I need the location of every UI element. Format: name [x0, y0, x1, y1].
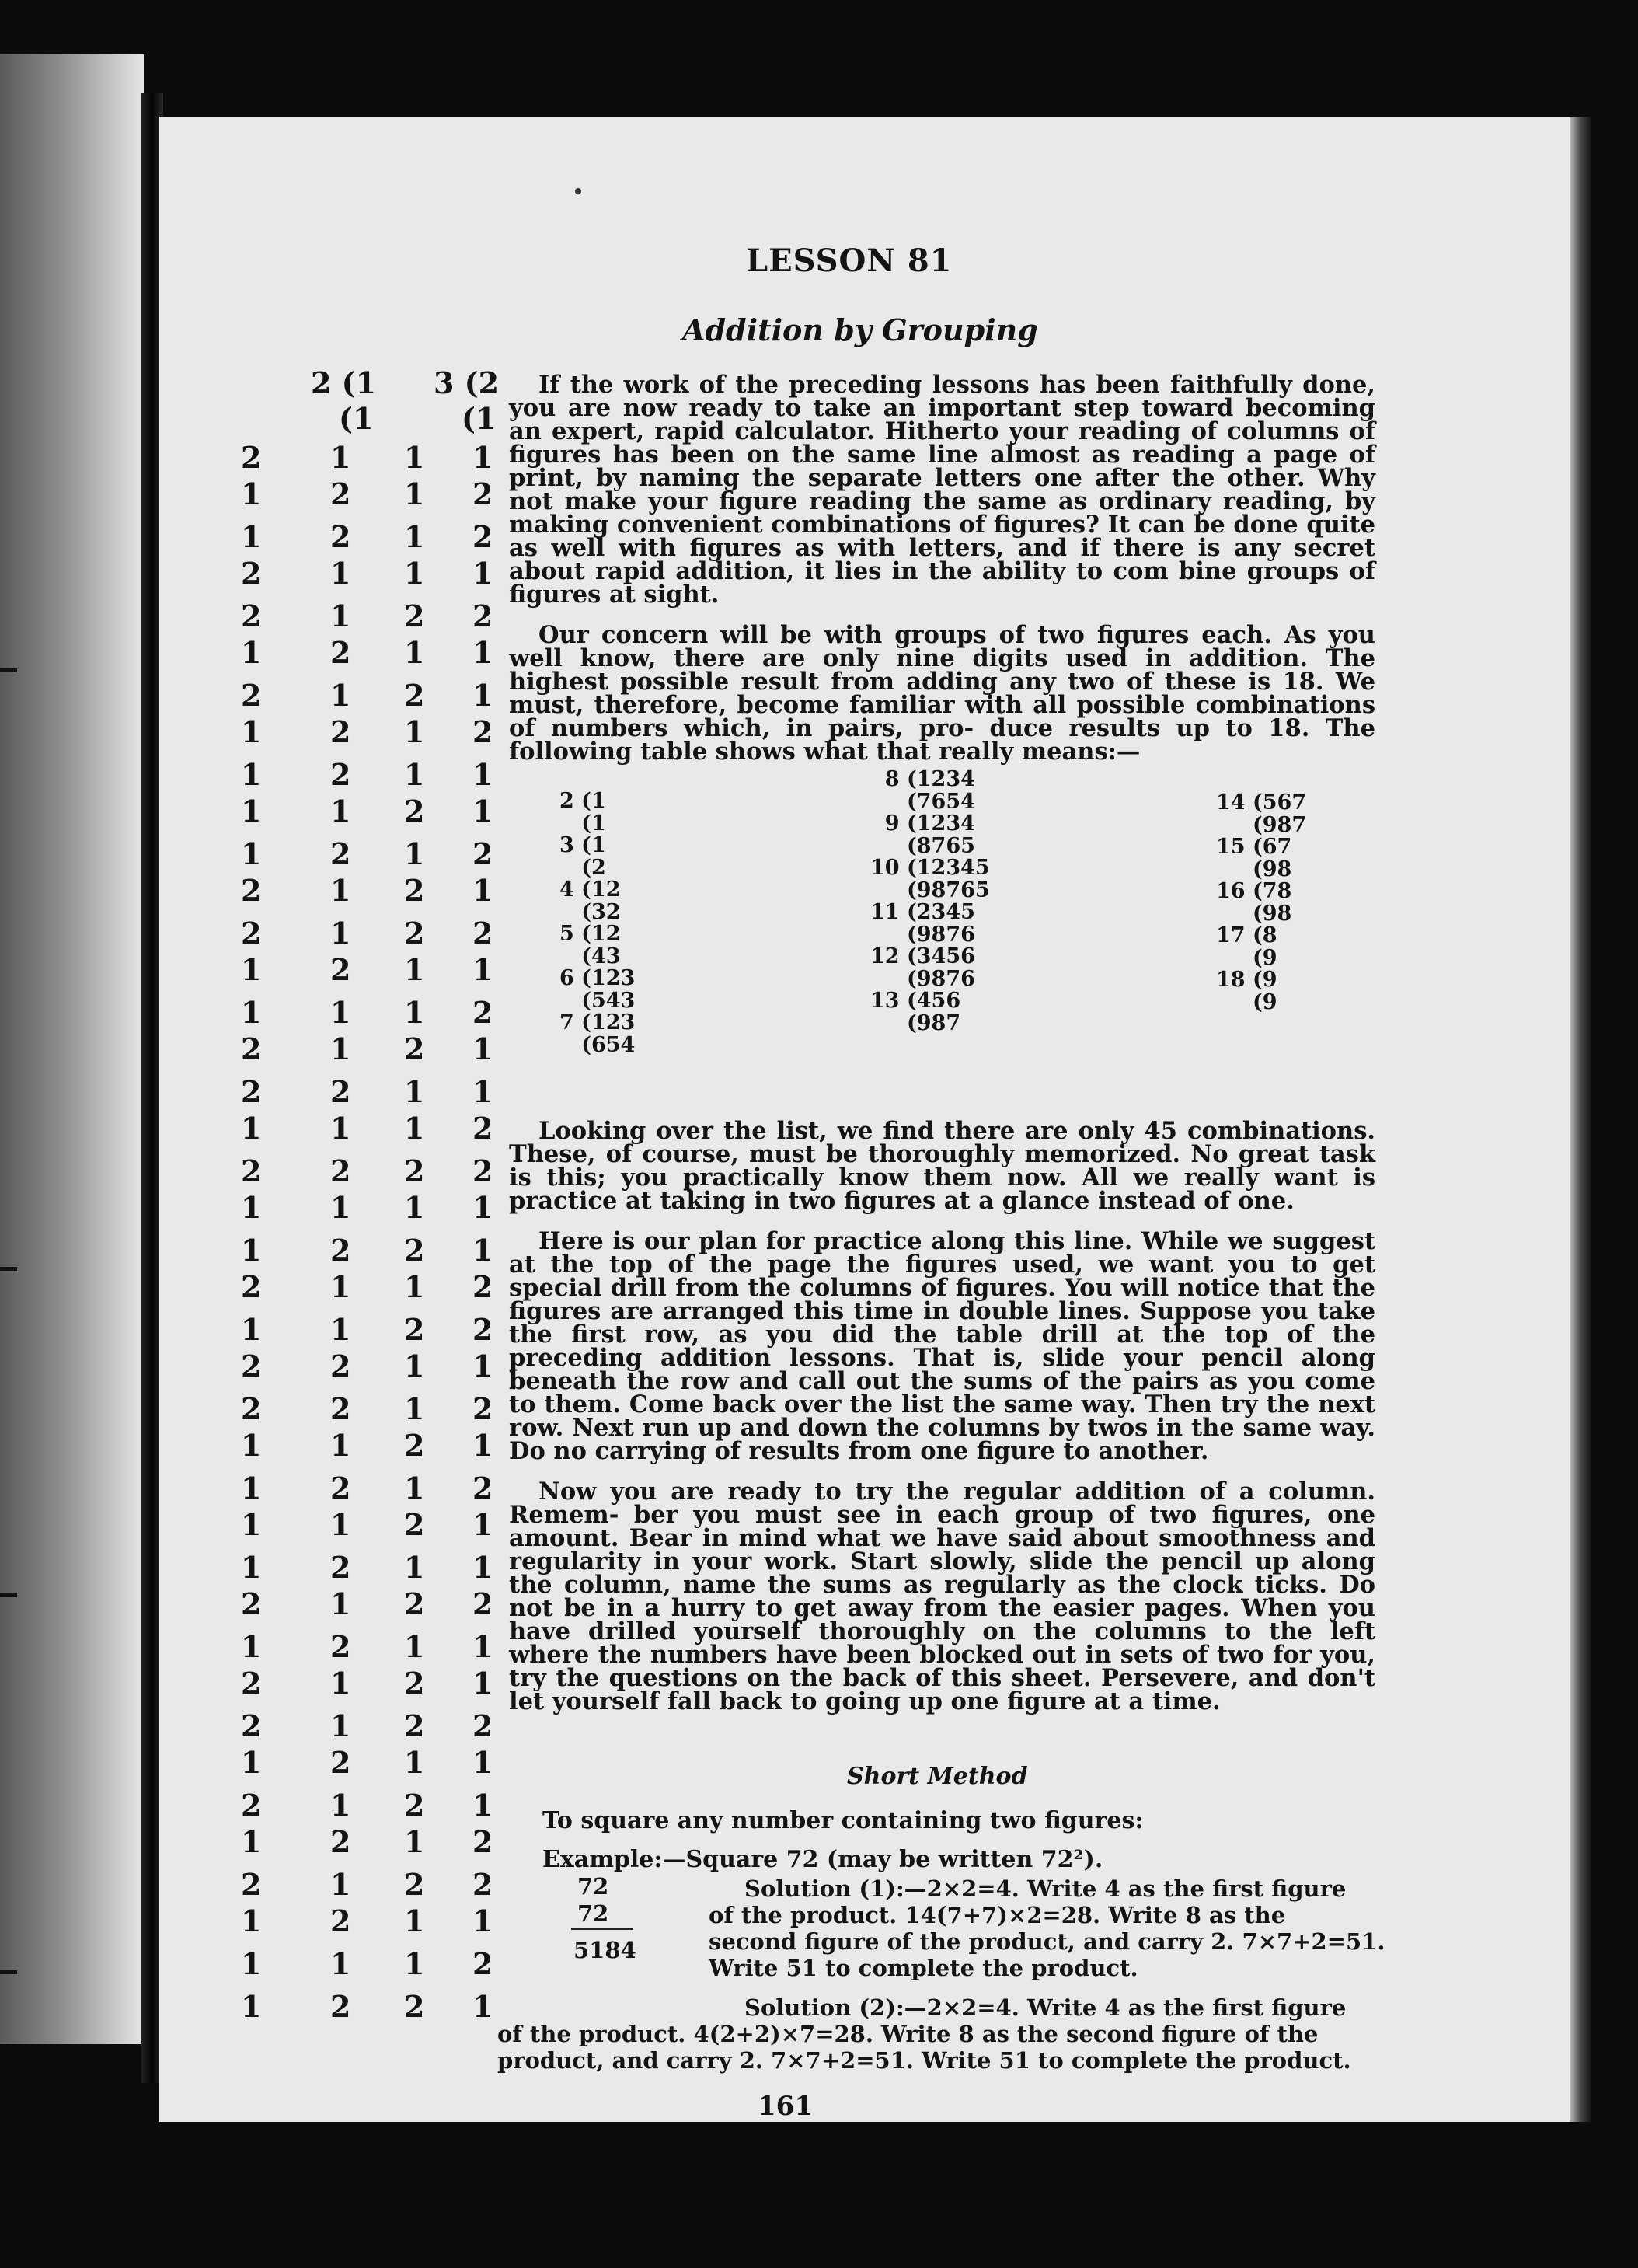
drill-digit: 1	[404, 1190, 425, 1225]
table-entry: 15 (67	[1216, 835, 1292, 859]
drill-digit: 1	[330, 1867, 351, 1902]
drill-digit: 2	[472, 1824, 493, 1859]
table-entry: (987	[1216, 812, 1307, 837]
drill-digit: 1	[330, 1190, 351, 1225]
drill-digit: 2	[472, 1708, 493, 1743]
drill-digit: 1	[241, 995, 262, 1030]
drill-digit: 1	[241, 794, 262, 829]
margin-mark	[0, 1267, 17, 1271]
drill-digit: 1	[241, 836, 262, 871]
drill-digit: 2	[241, 916, 262, 951]
drill-digit: 2	[241, 1867, 262, 1902]
drill-digit: 1	[241, 1946, 262, 1981]
drill-columns	[225, 365, 521, 2075]
margin-mark	[0, 1970, 17, 1974]
short-method-intro: To square any number containing two figures:	[542, 1807, 1144, 1834]
drill-digit: 1	[241, 1233, 262, 1268]
drill-digit: 1	[404, 1946, 425, 1981]
drill-digit: 2	[330, 1989, 351, 2024]
drill-digit: 2	[241, 678, 262, 713]
lesson-title: LESSON 81	[746, 243, 953, 279]
table-entry: 3 (1	[559, 833, 606, 857]
drill-digit: 2	[330, 1824, 351, 1859]
drill-digit: 1	[241, 1745, 262, 1780]
paragraph-1	[509, 371, 1375, 609]
table-entry: (43	[559, 944, 621, 968]
drill-digit: 1	[472, 678, 493, 713]
solution-1-line-2: of the product. 14(7+7)×2=28. Write 8 as the	[709, 1902, 1286, 1928]
drill-digit: 1	[472, 1349, 493, 1383]
paragraph-text: Now you are ready to try the regular addition of a column. Remem- ber you must see in each group of two figures, one amount. Bear in mind what we have said about smoothness and regularity in your work. Start slowly, slide the pencil up along the column, name the sums as regularly as the clock ticks. Do not be in a hurry to get away from the easier pages. When you have drilled yourself thoroughly on the columns to the left where the numbers have been blocked out in sets of two for you, try the questions on the back of this sheet. Persevere, and don't let yourself fall back to going up one figure at a time.	[509, 1478, 1375, 1715]
drill-digit: 2	[330, 519, 351, 554]
drill-digit: 1	[472, 952, 493, 987]
drill-digit: 2	[330, 952, 351, 987]
drill-digit: 2	[472, 1391, 493, 1426]
table-entry: (543	[559, 988, 636, 1013]
margin-mark	[0, 1593, 17, 1597]
drill-digit: 2	[472, 1153, 493, 1188]
drill-digit: 2	[241, 1153, 262, 1188]
drill-digit: 1	[404, 836, 425, 871]
drill-digit: 2	[472, 916, 493, 951]
drill-digit: 1	[330, 873, 351, 908]
product-result: 5184	[573, 1937, 636, 1963]
drill-digit: 1	[241, 952, 262, 987]
drill-digit: 1	[472, 757, 493, 792]
margin-mark	[0, 668, 17, 672]
drill-digit: 1	[330, 556, 351, 591]
drill-digit: 1	[241, 1550, 262, 1585]
drill-digit: 2	[404, 1788, 425, 1823]
drill-digit: 1	[241, 757, 262, 792]
drill-digit: 1	[241, 1629, 262, 1664]
drill-digit: 1	[241, 1111, 262, 1146]
table-entry: (9	[1216, 989, 1277, 1014]
multiplicand: 72	[577, 1873, 609, 1900]
drill-digit: 2	[241, 1074, 262, 1109]
drill-digit: 1	[241, 1507, 262, 1542]
table-entry: 8 (1234	[870, 767, 975, 791]
table-entry: 10 (12345	[870, 856, 990, 880]
drill-digit: 2	[241, 556, 262, 591]
drill-digit: 1	[404, 1824, 425, 1859]
drill-header: (1	[339, 401, 374, 436]
drill-digit: 1	[404, 952, 425, 987]
drill-digit: 1	[472, 1550, 493, 1585]
drill-digit: 1	[404, 635, 425, 670]
drill-digit: 1	[472, 1507, 493, 1542]
drill-digit: 1	[330, 1507, 351, 1542]
table-entry: 13 (456	[870, 989, 961, 1013]
paragraph-3	[509, 1119, 1375, 1213]
drill-digit: 2	[330, 1745, 351, 1780]
drill-digit: 2	[330, 757, 351, 792]
table-entry: (9876	[870, 922, 975, 947]
drill-digit: 2	[330, 1550, 351, 1585]
drill-digit: 2	[404, 794, 425, 829]
drill-digit: 1	[241, 1824, 262, 1859]
table-entry: (8765	[870, 833, 975, 858]
drill-digit: 2	[404, 1428, 425, 1463]
drill-digit: 2	[241, 873, 262, 908]
drill-digit: 2	[404, 1867, 425, 1902]
drill-digit: 2	[472, 519, 493, 554]
drill-digit: 2	[241, 1349, 262, 1383]
drill-digit: 1	[472, 1745, 493, 1780]
drill-digit: 2	[404, 1666, 425, 1701]
table-entry: (1	[559, 811, 606, 836]
table-entry: (9	[1216, 945, 1277, 970]
drill-digit: 2	[241, 1269, 262, 1304]
solution-2-line-1: Solution (2):—2×2=4. Write 4 as the first figure	[744, 1994, 1347, 2021]
drill-digit: 2	[330, 635, 351, 670]
drill-digit: 1	[330, 1031, 351, 1066]
drill-digit: 1	[330, 1312, 351, 1347]
drill-digit: 2	[330, 714, 351, 749]
paragraph-2	[509, 621, 1375, 766]
drill-header: 3 (2	[434, 365, 500, 400]
drill-digit: 1	[404, 1349, 425, 1383]
drill-digit: 2	[404, 1708, 425, 1743]
drill-digit: 1	[472, 1903, 493, 1938]
drill-digit: 1	[404, 476, 425, 511]
drill-digit: 1	[241, 1428, 262, 1463]
drill-digit: 2	[241, 1391, 262, 1426]
drill-digit: 1	[472, 1629, 493, 1664]
drill-digit: 1	[404, 995, 425, 1030]
solution-2-line-2: of the product. 4(2+2)×7=28. Write 8 as the second figure of the	[497, 2021, 1319, 2047]
drill-digit: 2	[241, 1708, 262, 1743]
table-entry: (32	[559, 899, 621, 924]
drill-digit: 2	[404, 1312, 425, 1347]
drill-header: (1	[462, 401, 497, 436]
drill-digit: 1	[404, 714, 425, 749]
combination-table	[559, 767, 1383, 1115]
table-entry: 4 (12	[559, 878, 621, 902]
drill-digit: 1	[472, 1031, 493, 1066]
drill-digit: 1	[241, 714, 262, 749]
drill-digit: 1	[241, 1903, 262, 1938]
drill-digit: 1	[404, 556, 425, 591]
table-entry: 7 (123	[559, 1010, 636, 1035]
drill-digit: 2	[404, 1153, 425, 1188]
drill-digit: 2	[330, 1903, 351, 1938]
drill-digit: 1	[330, 794, 351, 829]
example-line: Example:—Square 72 (may be written 72²).	[542, 1846, 1103, 1873]
drill-digit: 2	[404, 1031, 425, 1066]
page-number: 161	[758, 2091, 813, 2122]
drill-digit: 1	[330, 1946, 351, 1981]
drill-digit: 1	[472, 1788, 493, 1823]
table-entry: 12 (3456	[870, 944, 975, 968]
solution-1-line-3: second figure of the product, and carry 2. 7×7+2=51.	[709, 1928, 1385, 1955]
solution-1-line-1: Solution (1):—2×2=4. Write 4 as the first figure	[744, 1875, 1347, 1902]
drill-digit: 2	[472, 476, 493, 511]
drill-digit: 2	[472, 995, 493, 1030]
drill-digit: 1	[472, 1074, 493, 1109]
table-entry: 5 (12	[559, 922, 621, 946]
drill-digit: 2	[330, 1233, 351, 1268]
drill-digit: 1	[472, 440, 493, 475]
drill-digit: 1	[330, 1428, 351, 1463]
paragraph-text: Our concern will be with groups of two figures each. As you well know, there are only nine digits used in addition. The highest possible result from adding any two of these is 18. We must, therefore, become familiar with all possible combinations of numbers which, in pairs, pro- duce results up to 18. The following table shows what that really means:—	[509, 621, 1375, 766]
drill-digit: 1	[241, 1471, 262, 1506]
drill-digit: 2	[404, 916, 425, 951]
drill-digit: 2	[330, 1629, 351, 1664]
drill-digit: 2	[241, 1666, 262, 1701]
drill-digit: 1	[404, 1391, 425, 1426]
drill-digit: 1	[404, 1903, 425, 1938]
drill-digit: 1	[404, 519, 425, 554]
drill-digit: 1	[330, 440, 351, 475]
drill-digit: 1	[330, 1708, 351, 1743]
drill-digit: 2	[404, 873, 425, 908]
drill-digit: 2	[404, 1989, 425, 2024]
solution-1-line-4: Write 51 to complete the product.	[709, 1955, 1138, 1981]
drill-digit: 2	[330, 1074, 351, 1109]
drill-digit: 1	[404, 1269, 425, 1304]
drill-digit: 1	[472, 635, 493, 670]
drill-digit: 2	[241, 1031, 262, 1066]
ink-speck	[575, 188, 581, 194]
drill-digit: 2	[330, 1471, 351, 1506]
product-rule	[571, 1928, 633, 1930]
drill-digit: 2	[472, 598, 493, 633]
drill-digit: 1	[472, 873, 493, 908]
paragraph-4	[509, 1227, 1375, 1465]
table-entry: 18 (9	[1216, 968, 1277, 992]
drill-digit: 1	[330, 1666, 351, 1701]
drill-digit: 2	[330, 476, 351, 511]
table-entry: (9876	[870, 966, 975, 991]
drill-digit: 1	[330, 678, 351, 713]
practice-text	[509, 1119, 1375, 1713]
drill-digit: 1	[404, 440, 425, 475]
drill-digit: 2	[472, 714, 493, 749]
paragraph-5	[509, 1480, 1375, 1713]
drill-digit: 1	[404, 1629, 425, 1664]
drill-digit: 2	[241, 1788, 262, 1823]
drill-digit: 1	[330, 995, 351, 1030]
drill-header: 2 (1	[311, 365, 377, 400]
table-entry: 2 (1	[559, 789, 606, 813]
drill-digit: 1	[404, 1745, 425, 1780]
intro-text	[509, 371, 1375, 766]
drill-digit: 2	[472, 1586, 493, 1621]
drill-digit: 1	[241, 519, 262, 554]
table-entry: (98	[1216, 857, 1292, 881]
table-entry: (654	[559, 1032, 636, 1057]
table-entry: 14 (567	[1216, 790, 1307, 815]
drill-digit: 1	[241, 1989, 262, 2024]
drill-digit: 2	[330, 1391, 351, 1426]
drill-digit: 1	[404, 757, 425, 792]
drill-digit: 1	[404, 1471, 425, 1506]
drill-digit: 2	[472, 1269, 493, 1304]
section-title: Addition by Grouping	[682, 312, 1038, 347]
drill-digit: 2	[404, 678, 425, 713]
paragraph-text: Here is our plan for practice along this line. While we suggest at the top of the page the figures used, we want you to get special drill from the columns of figures. You will notice that the figures are arranged this time in double lines. Suppose you take the first row, as you did the table drill at the top of the preceding addition lessons. That is, slide your pencil along beneath the row and call out the sums of the pairs as you come to them. Come back over the list the same way. Then try the next row. Next run up and down the columns by twos in the same way. Do no carrying of results from one figure to another.	[509, 1227, 1375, 1465]
drill-digit: 1	[330, 1788, 351, 1823]
drill-digit: 1	[472, 1666, 493, 1701]
drill-digit: 2	[241, 440, 262, 475]
drill-digit: 1	[330, 1111, 351, 1146]
multiplier: 72	[577, 1900, 609, 1927]
drill-digit: 1	[404, 1074, 425, 1109]
drill-digit: 1	[330, 1269, 351, 1304]
short-method-heading: Short Method	[847, 1763, 1028, 1790]
drill-digit: 2	[472, 1111, 493, 1146]
paragraph-text: If the work of the preceding lessons has been faithfully done, you are now ready to take an important step toward becoming an expert, rapid calculator. Hitherto your reading of columns of figures has been on the same line almost as reading a page of print, by naming the separate letters one after the other. Why not make your figure reading the same as ordinary reading, by making convenient combinations of figures? It can be done quite as well with figures as with letters, and if there is any secret about rapid addition, it lies in the ability to com bine groups of figures at sight.	[509, 371, 1375, 609]
drill-digit: 2	[472, 1471, 493, 1506]
drill-digit: 1	[330, 916, 351, 951]
drill-digit: 2	[472, 1312, 493, 1347]
drill-digit: 1	[472, 1190, 493, 1225]
drill-digit: 2	[404, 598, 425, 633]
drill-digit: 1	[241, 635, 262, 670]
drill-digit: 2	[330, 836, 351, 871]
table-entry: 9 (1234	[870, 811, 975, 836]
drill-digit: 2	[472, 1867, 493, 1902]
page-edge-shadow	[1570, 117, 1591, 2122]
table-entry: 17 (8	[1216, 923, 1277, 947]
drill-digit: 2	[404, 1507, 425, 1542]
table-entry: (98	[1216, 901, 1292, 926]
drill-digit: 2	[330, 1349, 351, 1383]
table-entry: 11 (2345	[870, 900, 975, 924]
left-page-edge	[0, 54, 144, 2044]
paragraph-text: Looking over the list, we find there are only 45 combinations. These, of course, must be thoroughly memorized. No great task is this; you practically know them now. All we really want is practice at taking in two figures at a glance instead of one.	[509, 1117, 1375, 1215]
drill-digit: 1	[472, 794, 493, 829]
solution-2-line-3: product, and carry 2. 7×7+2=51. Write 51 to complete the product.	[497, 2047, 1351, 2074]
drill-digit: 2	[330, 1153, 351, 1188]
drill-digit: 1	[472, 1233, 493, 1268]
drill-digit: 1	[241, 1190, 262, 1225]
drill-digit: 1	[472, 1989, 493, 2024]
table-entry: (98765	[870, 878, 990, 902]
drill-digit: 1	[472, 1428, 493, 1463]
table-entry: 6 (123	[559, 966, 636, 990]
drill-digit: 2	[241, 1586, 262, 1621]
drill-digit: 1	[330, 1586, 351, 1621]
drill-digit: 1	[472, 556, 493, 591]
drill-digit: 1	[404, 1111, 425, 1146]
table-entry: (7654	[870, 789, 975, 814]
drill-digit: 2	[241, 598, 262, 633]
drill-digit: 2	[472, 836, 493, 871]
table-entry: (2	[559, 855, 606, 880]
drill-digit: 1	[404, 1550, 425, 1585]
drill-digit: 1	[241, 476, 262, 511]
table-entry: 16 (78	[1216, 879, 1292, 903]
drill-digit: 2	[404, 1586, 425, 1621]
drill-digit: 1	[241, 1312, 262, 1347]
drill-digit: 2	[404, 1233, 425, 1268]
table-entry: (987	[870, 1010, 961, 1035]
drill-digit: 2	[472, 1946, 493, 1981]
drill-digit: 1	[330, 598, 351, 633]
